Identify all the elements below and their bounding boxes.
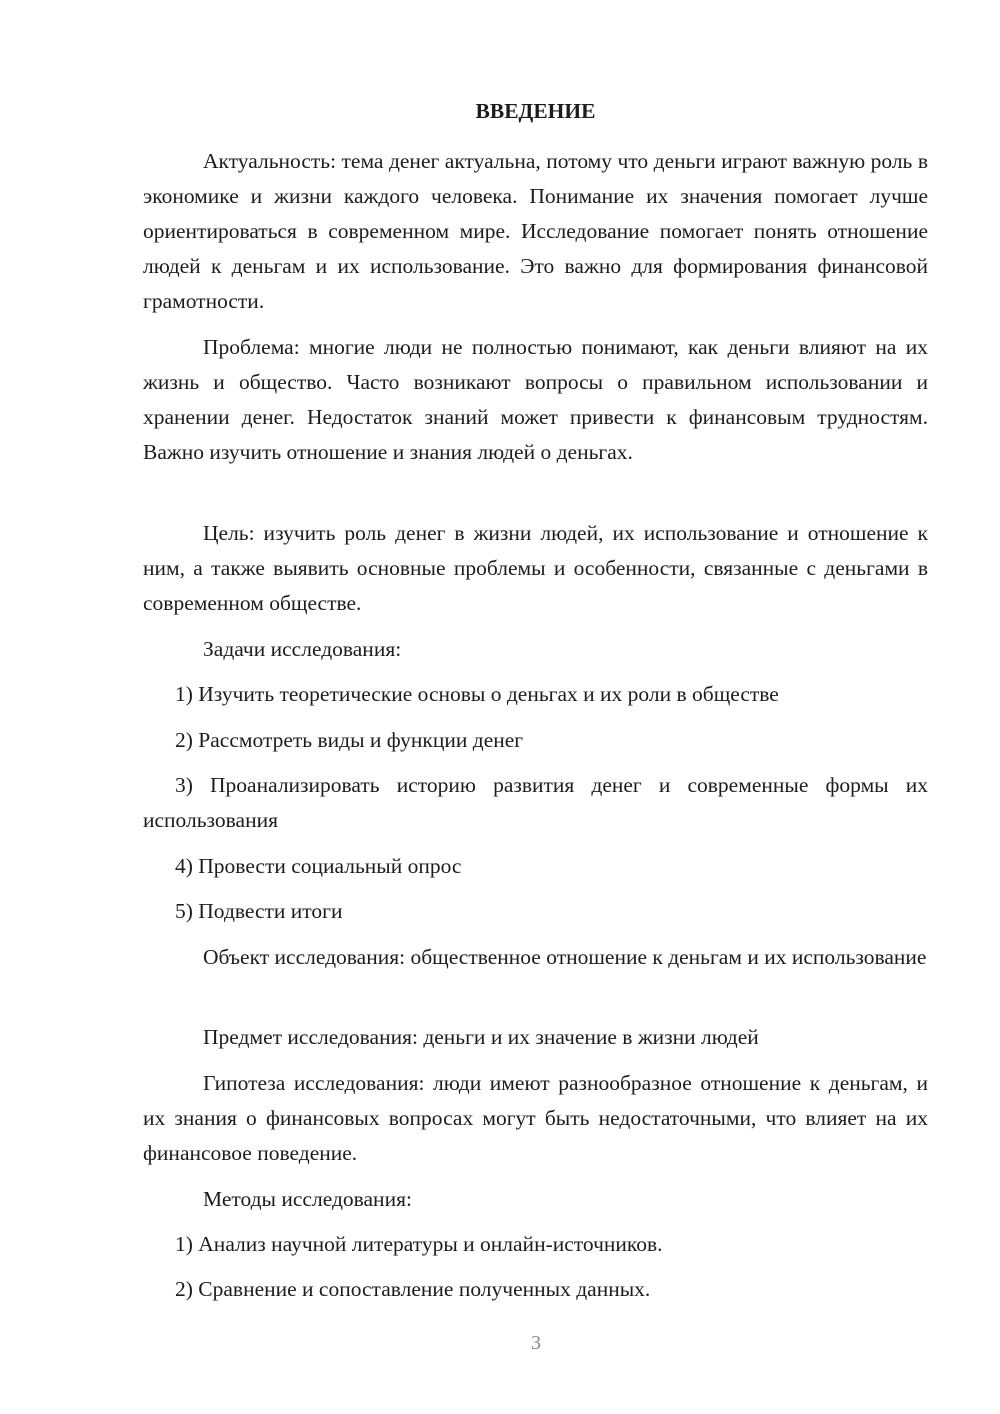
task-item-1: 1) Изучить теоретические основы о деньгах и их роли в обществе xyxy=(175,682,779,706)
methods-title: Методы исследования: xyxy=(203,1187,412,1211)
subject-paragraph: Предмет исследования: деньги и их значение в жизни людей xyxy=(203,1025,759,1049)
problem-paragraph: Проблема: многие люди не полностью понимают, как деньги влияют на их жизнь и общество. Часто возникают вопросы о правильном использовании и хранении денег. Недостаток знаний может привести к финансовым трудностям. Важно изучить отношение и знания людей о деньгах. xyxy=(143,335,928,464)
relevance-paragraph: Актуальность: тема денег актуальна, потому что деньги играют важную роль в экономике и жизни каждого человека. Понимание их значения помогает лучше ориентироваться в современном мире. Исследование помогает понять отношение людей к деньгам и их использование. Это важно для формирования финансовой грамотности. xyxy=(143,149,928,313)
hypothesis-paragraph: Гипотеза исследования: люди имеют разнообразное отношение к деньгам, и их знания о финансовых вопросах могут быть недостаточными, что влияет на их финансовое поведение. xyxy=(143,1071,928,1165)
task-item-5: 5) Подвести итоги xyxy=(175,899,343,923)
task-item-3: 3) Проанализировать историю развития денег и современные формы их использования xyxy=(143,773,928,832)
goal-paragraph: Цель: изучить роль денег в жизни людей, их использование и отношение к ним, а также выявить основные проблемы и особенности, связанные с деньгами в современном обществе. xyxy=(143,521,928,615)
tasks-title: Задачи исследования: xyxy=(203,637,402,661)
task-item-2: 2) Рассмотреть виды и функции денег xyxy=(175,728,524,752)
section-heading: ВВЕДЕНИЕ xyxy=(475,99,596,123)
object-paragraph: Объект исследования: общественное отношение к деньгам и их использование xyxy=(203,945,927,969)
task-item-4: 4) Провести социальный опрос xyxy=(175,854,462,878)
method-item-1: 1) Анализ научной литературы и онлайн-источников. xyxy=(175,1232,663,1256)
page-number: 3 xyxy=(531,1332,541,1354)
method-item-2: 2) Сравнение и сопоставление полученных данных. xyxy=(175,1277,651,1301)
